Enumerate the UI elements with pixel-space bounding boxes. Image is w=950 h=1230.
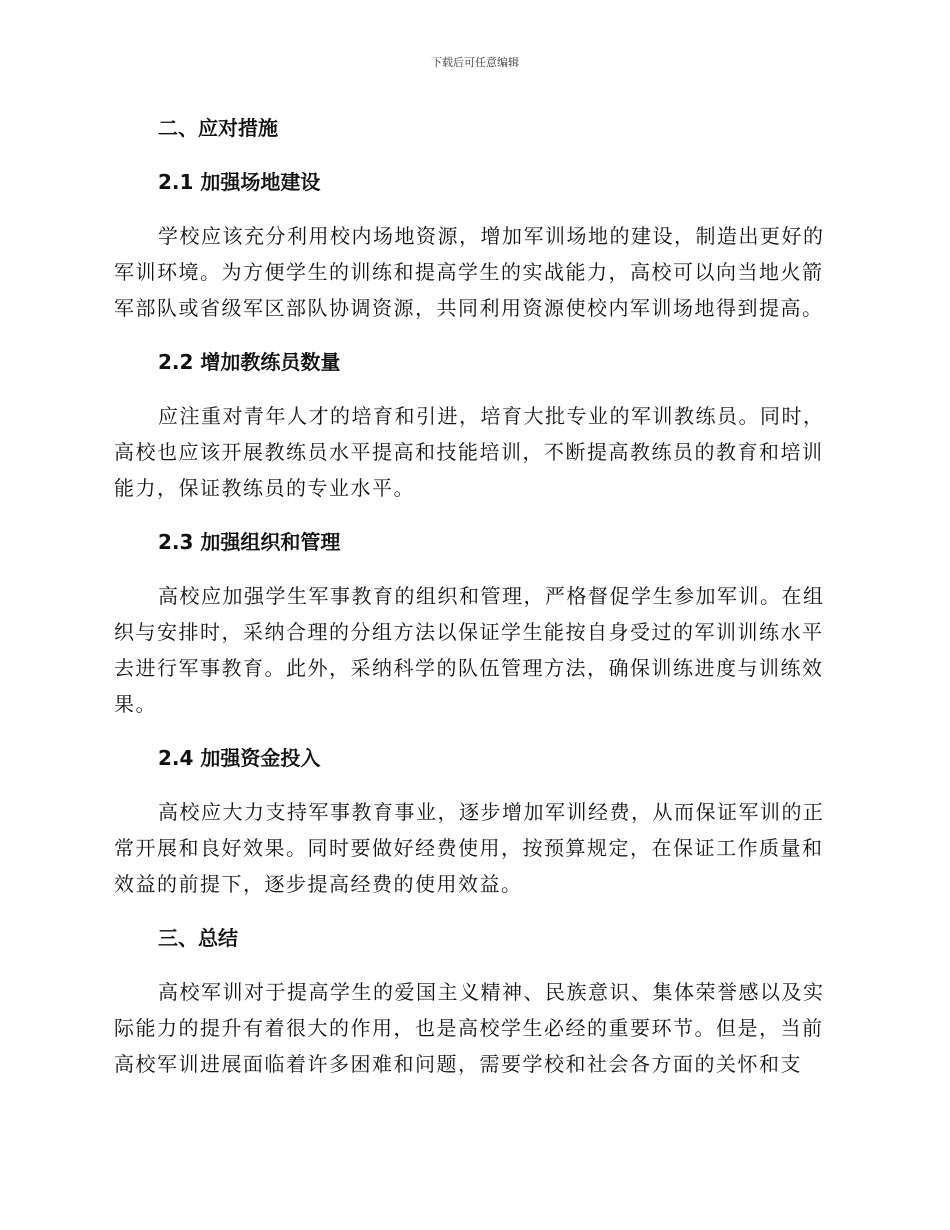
paragraph-line: 高校应大力支持军事教育事业，逐步增加军训经费，从而保证军训的正 [158, 800, 825, 824]
subsection-heading: 2.2 增加教练员数量 [158, 350, 341, 374]
paragraph [114, 398, 830, 506]
paragraph-line: 高校军训进展面临着许多困难和问题，需要学校和社会各方面的关怀和支 [114, 1052, 802, 1076]
paragraph-line: 去进行军事教育。此外，采纳科学的队伍管理方法，确保训练进度与训练效 [114, 656, 824, 680]
paragraph-line: 常开展和良好效果。同时要做好经费使用，按预算规定，在保证工作质量和 [114, 836, 824, 860]
section-heading: 三、总结 [158, 926, 238, 950]
paragraph-line: 高校军训对于提高学生的爱国主义精神、民族意识、集体荣誉感以及实 [158, 980, 825, 1004]
paragraph-line: 际能力的提升有着很大的作用，也是高校学生必经的重要环节。但是，当前 [114, 1016, 824, 1040]
paragraph-line: 应注重对青年人才的培育和引进，培育大批专业的军训教练员。同时， [158, 404, 825, 428]
paragraph-line: 果。 [114, 692, 157, 716]
paragraph-line: 效益的前提下，逐步提高经费的使用效益。 [114, 872, 523, 896]
paragraph-line: 能力，保证教练员的专业水平。 [114, 476, 415, 500]
paragraph-line: 军部队或省级军区部队协调资源，共同利用资源使校内军训场地得到提高。 [114, 296, 824, 320]
paragraph-line: 军训环境。为方便学生的训练和提高学生的实战能力，高校可以向当地火箭 [114, 260, 824, 284]
document-body [114, 110, 830, 1100]
paragraph-line: 高校也应该开展教练员水平提高和技能培训，不断提高教练员的教育和培训 [114, 440, 824, 464]
page-header: 下载后可任意编辑 [431, 56, 519, 69]
paragraph [114, 218, 830, 326]
paragraph [114, 578, 830, 722]
paragraph [114, 974, 830, 1082]
paragraph [114, 794, 830, 902]
subsection-heading: 2.1 加强场地建设 [158, 170, 321, 194]
section-heading: 二、应对措施 [158, 116, 278, 140]
paragraph-line: 织与安排时，采纳合理的分组方法以保证学生能按自身受过的军训训练水平 [114, 620, 824, 644]
paragraph-line: 学校应该充分利用校内场地资源，增加军训场地的建设，制造出更好的 [158, 224, 825, 248]
paragraph-line: 高校应加强学生军事教育的组织和管理，严格督促学生参加军训。在组 [158, 584, 825, 608]
subsection-heading: 2.3 加强组织和管理 [158, 530, 341, 554]
subsection-heading: 2.4 加强资金投入 [158, 746, 321, 770]
